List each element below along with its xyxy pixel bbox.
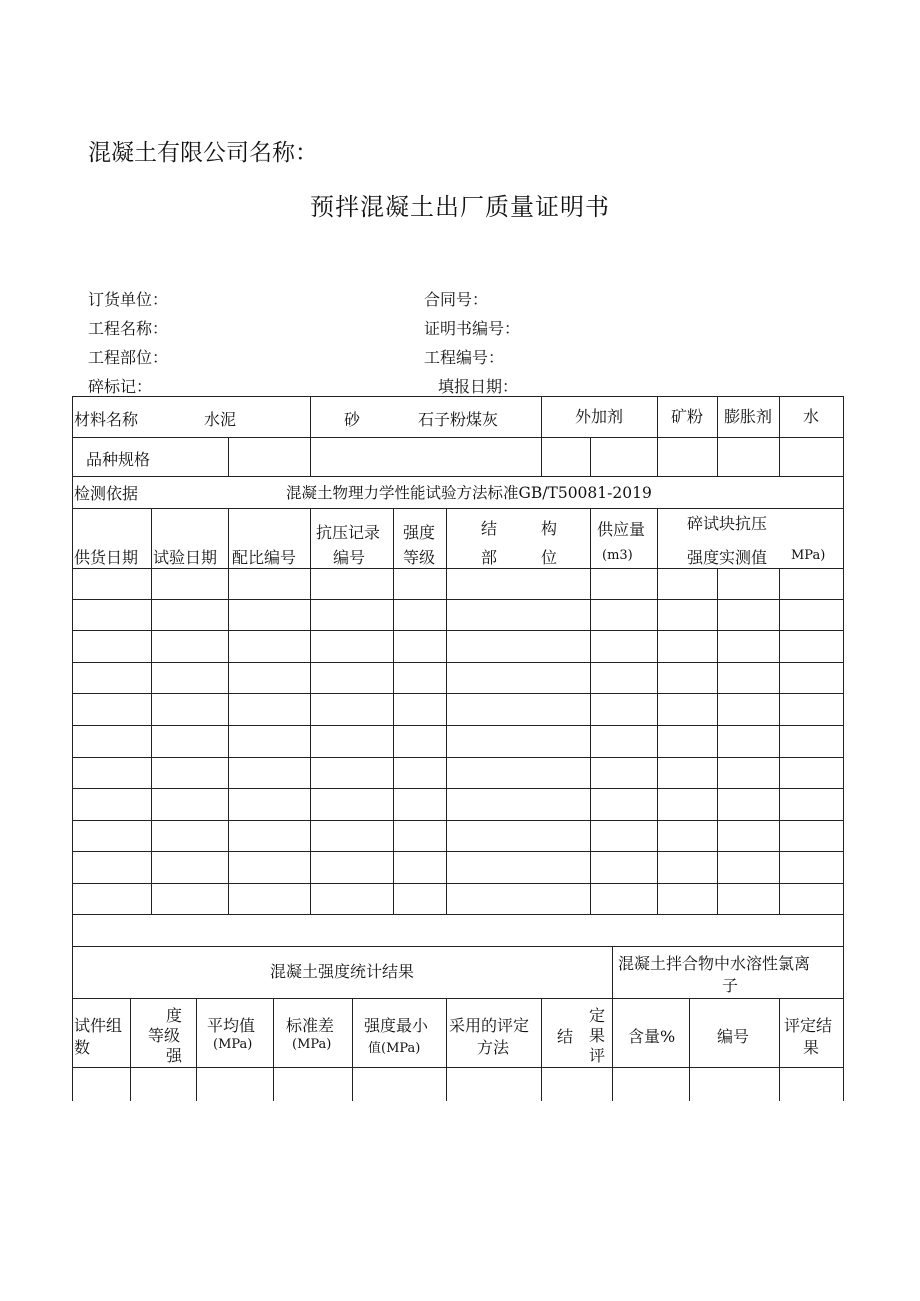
test-date-header: 试验日期 [153,548,218,567]
min-header-1: 强度最小 [364,1016,429,1035]
structure-header-2b: 位 [541,548,558,567]
company-name-label: 混凝土有限公司名称： [88,140,318,166]
groups-header-2: 数 [74,1038,91,1057]
expansion-agent-label: 膨胀剂 [723,407,772,426]
result-header-c: 评 [589,1046,606,1065]
record-no-header-2: 编号 [333,548,366,567]
project-part-label: 工程部位： [88,348,169,367]
strength-header-2: 强度实测值 [687,548,768,567]
min-header-2: 值(MPa) [368,1041,421,1056]
cert-no-label: 证明书编号： [424,319,521,338]
grade-header-2: 等级 [403,548,436,567]
page-title: 预拌混凝土出厂质量证明书 [310,193,610,221]
result-header-b: 果 [589,1026,606,1045]
structure-header-1b: 构 [541,519,558,538]
supply-date-header: 供货日期 [74,548,139,567]
structure-header-1a: 结 [481,519,498,538]
strength-header-1: 碎试块抗压 [687,514,768,533]
chloride-header-2: 子 [722,976,739,995]
water-label: 水 [802,407,819,426]
basis-standard: 混凝土物理力学性能试验方法标准GB/T50081-2019 [286,484,652,502]
chloride-header-1: 混凝土拌合物中水溶性氯离 [618,954,811,973]
grade-header-1: 强度 [403,523,436,542]
grade-header-c: 强 [166,1046,183,1065]
content-header: 含量% [628,1027,676,1046]
supply-amount-header-1: 供应量 [597,520,646,539]
contract-no-label: 合同号： [424,290,489,309]
supply-amount-header-2: (m3) [602,548,633,563]
basis-label: 检测依据 [74,484,139,503]
grade-header-b: 等级 [148,1026,181,1045]
number-header: 编号 [717,1027,750,1046]
project-no-label: 工程编号： [424,348,505,367]
admixture-label: 外加剂 [574,407,623,426]
std-header-2: (MPa) [292,1037,332,1052]
mix-no-header: 配比编号 [232,548,297,567]
eval-header-2: 果 [803,1038,820,1057]
cement-label: 水泥 [204,410,237,429]
mark-label: 碎标记： [88,377,153,396]
stone-fly-ash-label: 石子粉煤灰 [418,410,499,429]
groups-header-1: 试件组 [74,1016,123,1035]
avg-header-2: (MPa) [213,1037,253,1052]
structure-header-2a: 部 [481,548,498,567]
record-no-header-1: 抗压记录 [316,523,381,542]
method-header-2: 方法 [477,1038,510,1057]
eval-header-1: 评定结 [784,1016,833,1035]
spec-label: 品种规格 [86,450,151,469]
strength-stats-header: 混凝土强度统计结果 [269,962,414,981]
grade-header-a: 度 [166,1006,183,1025]
project-name-label: 工程名称： [88,319,169,338]
report-date-label: 填报日期： [438,377,519,396]
mineral-powder-label: 矿粉 [670,407,703,426]
avg-header-1: 平均值 [207,1016,256,1035]
result-header-d: 结 [557,1027,574,1046]
std-header-1: 标准差 [286,1016,335,1035]
material-name-label: 材料名称 [74,410,139,429]
result-header-a: 定 [589,1006,606,1025]
order-unit-label: 订货单位： [88,290,169,309]
method-header-1: 采用的评定 [449,1016,530,1035]
strength-unit: MPa) [791,548,826,563]
sand-label: 砂 [344,410,361,429]
